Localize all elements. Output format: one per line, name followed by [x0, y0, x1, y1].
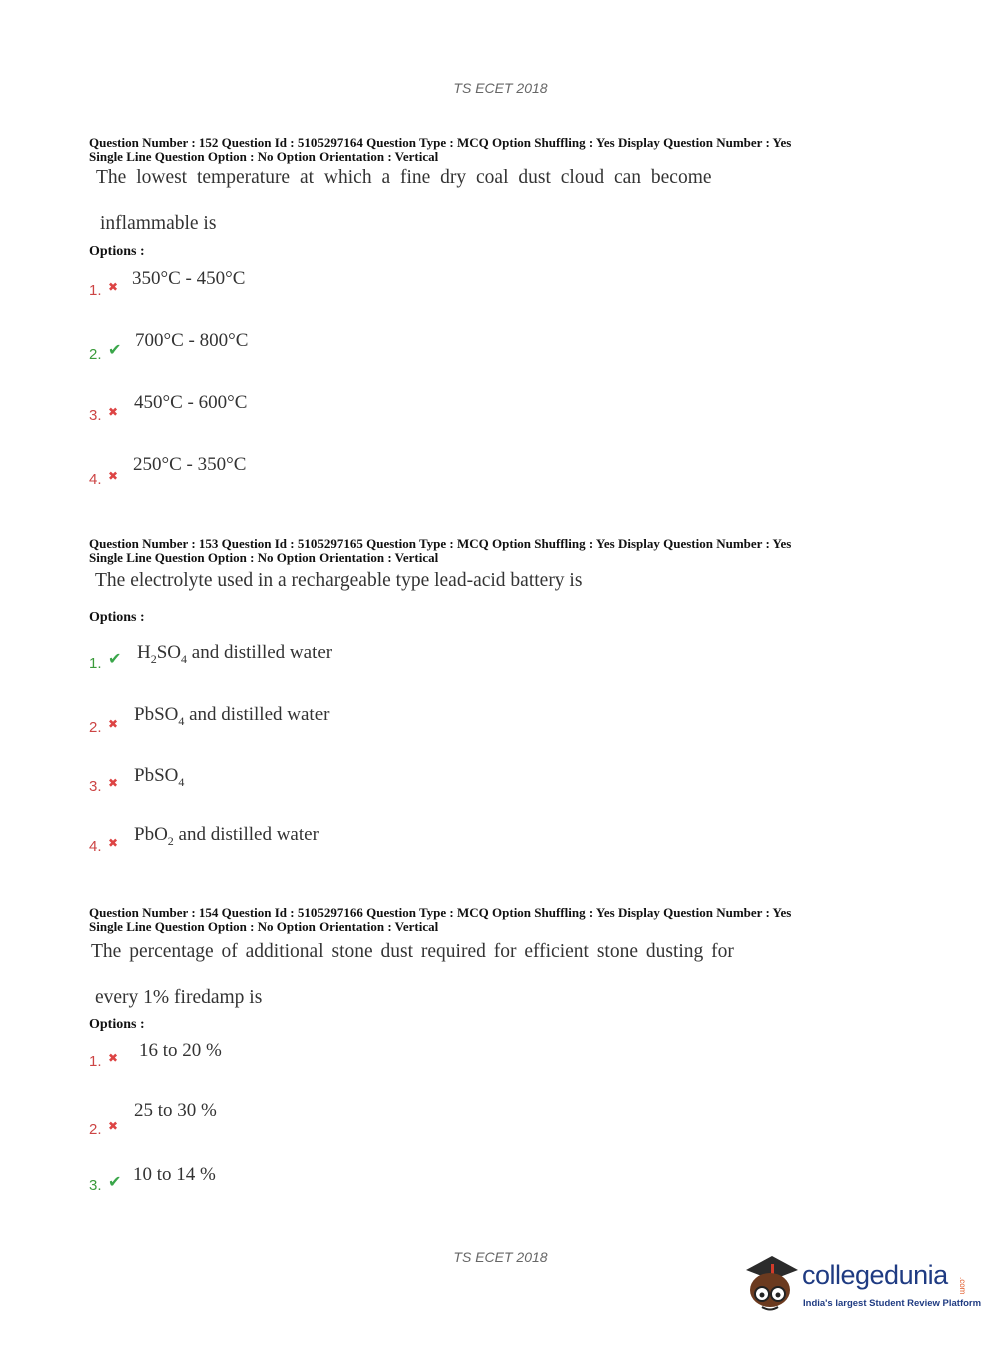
option-item: [89, 642, 589, 684]
option-item: [89, 1100, 589, 1150]
cross-icon: ✖: [108, 836, 119, 850]
question-meta-line-2: Single Line Question Option : No Option Orientation : Vertical: [89, 919, 439, 934]
option-text: 350°C - 450°C: [132, 268, 246, 289]
option-item: [89, 330, 589, 370]
option-number: 3.: [89, 1177, 102, 1194]
option-item: [89, 765, 589, 807]
option-item: [89, 824, 589, 867]
option-number: 2.: [89, 719, 102, 736]
question-text-line-1: The percentage of additional stone dust required for efficient stone dusting for: [91, 941, 734, 962]
page-footer-title: TS ECET 2018: [453, 1249, 548, 1265]
option-item: [89, 704, 589, 748]
question-block-153: [89, 536, 919, 855]
page-header-title: TS ECET 2018: [453, 80, 548, 96]
check-icon: ✔: [108, 1172, 122, 1191]
cross-icon: ✖: [108, 717, 119, 731]
option-text: $H_2SO_4$ and distilled water: [137, 642, 333, 666]
option-text: 10 to 14 %: [133, 1164, 216, 1185]
logo-tagline: India's largest Student Review Platform: [803, 1298, 982, 1309]
question-text-line-2: inflammable is: [100, 213, 217, 234]
option-number: 4.: [89, 471, 102, 488]
option-text: PbSO$_4$: [134, 765, 185, 789]
option-text: 450°C - 600°C: [134, 392, 248, 413]
question-text-line-1: The electrolyte used in a rechargeable type lead-acid battery is: [95, 570, 583, 591]
cross-icon: ✖: [108, 280, 119, 294]
option-number: 4.: [89, 838, 102, 855]
mascot-icon: [740, 1250, 802, 1320]
option-item: [89, 268, 589, 306]
option-number: 2.: [89, 346, 102, 363]
option-number: 1.: [89, 655, 102, 672]
option-item: [89, 392, 589, 431]
option-text: 250°C - 350°C: [133, 454, 247, 475]
question-block-154: [89, 905, 919, 1194]
options-label: Options :: [89, 1017, 145, 1032]
option-number: 1.: [89, 1053, 102, 1070]
option-text: 700°C - 800°C: [135, 330, 249, 351]
cross-icon: ✖: [108, 405, 119, 419]
option-text: 16 to 20 %: [139, 1040, 222, 1061]
cross-icon: ✖: [108, 1119, 119, 1133]
cross-icon: ✖: [108, 776, 119, 790]
option-item: [89, 1040, 589, 1082]
question-meta-line-1: Question Number : 152 Question Id : 5105297164 Question Type : MCQ Option Shuffling : Yes Display Question Number : Yes: [89, 135, 792, 150]
question-meta-line-2: Single Line Question Option : No Option Orientation : Vertical: [89, 550, 439, 565]
question-text-line-1: The lowest temperature at which a fine dry coal dust cloud can become: [96, 167, 712, 188]
logo-domain: .com: [958, 1277, 967, 1295]
option-text: PbO$_2$ and distilled water: [134, 824, 319, 848]
check-icon: ✔: [108, 340, 122, 359]
question-block-152: [89, 135, 919, 488]
question-meta-line-1: Question Number : 154 Question Id : 5105297166 Question Type : MCQ Option Shuffling : Yes Display Question Number : Yes: [89, 905, 792, 920]
cross-icon: ✖: [108, 1051, 119, 1065]
options-label: Options :: [89, 610, 145, 625]
option-number: 1.: [89, 282, 102, 299]
collegedunia-logo: [740, 1250, 980, 1320]
option-number: 2.: [89, 1121, 102, 1138]
option-text: PbSO$_4$ and distilled water: [134, 704, 330, 728]
option-item: [89, 454, 589, 495]
option-item: [89, 1164, 589, 1206]
options-label: Options :: [89, 244, 145, 259]
check-icon: ✔: [108, 649, 122, 668]
option-number: 3.: [89, 407, 102, 424]
logo-name: collegedunia: [802, 1260, 948, 1290]
question-text-line-2: every 1% firedamp is: [95, 987, 263, 1008]
question-meta-line-1: Question Number : 153 Question Id : 5105297165 Question Type : MCQ Option Shuffling : Yes Display Question Number : Yes: [89, 536, 792, 551]
question-meta-line-2: Single Line Question Option : No Option Orientation : Vertical: [89, 149, 439, 164]
option-text: 25 to 30 %: [134, 1100, 217, 1121]
cross-icon: ✖: [108, 469, 119, 483]
option-number: 3.: [89, 778, 102, 795]
